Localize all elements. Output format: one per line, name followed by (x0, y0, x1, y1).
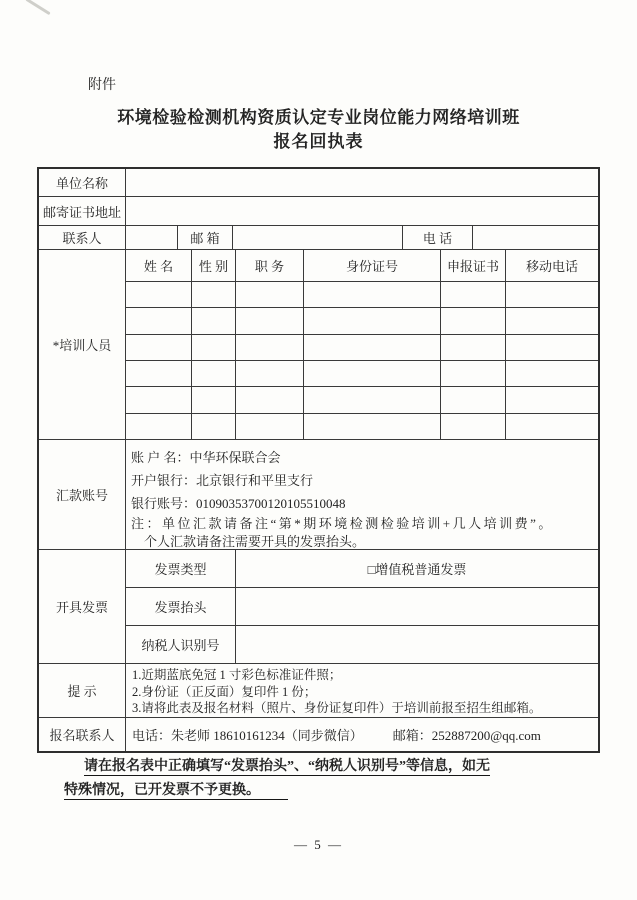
attachment-label: 附件 (88, 78, 116, 93)
trainee-empty-cell (235, 361, 303, 386)
trainee-empty-cell (303, 414, 440, 439)
trainee-col-id-number: 身份证号 (303, 250, 440, 281)
trainee-empty-cell (235, 387, 303, 412)
trainee-empty-cell (505, 282, 598, 307)
trainee-empty-row (126, 413, 598, 439)
unit-name-label: 单位名称 (55, 176, 108, 191)
invoice-type-row (126, 550, 598, 587)
trainee-empty-cell (235, 335, 303, 360)
registration-contact-email: 邮箱：252887200@qq.com (392, 728, 541, 743)
trainee-empty-cell (505, 387, 598, 412)
trainee-empty-cell (191, 282, 235, 307)
row-unit-name (39, 169, 598, 196)
trainee-empty-cell (303, 387, 440, 412)
trainee-col-certificate: 申报证书 (440, 250, 505, 281)
trainee-empty-cell (126, 335, 191, 360)
invoice-tax-id-value-cell (235, 626, 598, 663)
page-number: — 5 — (294, 837, 343, 852)
page-subtitle: 报名回执表 (273, 132, 364, 151)
trainee-empty-cell (191, 414, 235, 439)
invoice-tax-id-row (126, 625, 598, 663)
invoice-title-value-cell (235, 588, 598, 625)
trainee-empty-cell (505, 335, 598, 360)
footer-note-line-2: 特殊情况，已开发票不予更换。 (64, 779, 490, 803)
invoice-type-label: 发票类型 (154, 562, 207, 577)
trainee-col-gender: 性 别 (191, 250, 235, 281)
contact-email-cell (232, 226, 402, 249)
trainee-empty-cell (440, 414, 505, 439)
invoice-label: 开具发票 (55, 600, 108, 615)
row-registration-contact (39, 717, 598, 751)
registration-contact-details (125, 718, 598, 751)
row-remittance (39, 439, 598, 549)
remittance-label: 汇款账号 (55, 488, 108, 503)
trainee-empty-row (126, 281, 598, 307)
trainee-empty-cell (191, 335, 235, 360)
trainee-empty-cell (440, 282, 505, 307)
invoice-title-label: 发票抬头 (154, 600, 207, 615)
trainee-empty-cell (191, 308, 235, 333)
remittance-bank: 开户银行：北京银行和平里支行 (131, 473, 314, 488)
mailing-address-label: 邮寄证书地址 (42, 204, 121, 220)
footer-note (64, 755, 490, 802)
trainees-label: *培训人员 (52, 338, 112, 353)
trainee-empty-cell (303, 282, 440, 307)
contact-phone-label: 电 话 (402, 226, 472, 249)
trainee-empty-cell (505, 361, 598, 386)
row-invoice (39, 549, 598, 663)
tip-item-1: 1.近期蓝底免冠 1 寸彩色标准证件照； (132, 668, 342, 682)
trainee-empty-row (126, 360, 598, 386)
trainee-empty-cell (126, 414, 191, 439)
remittance-account-name: 账 户 名：中华环保联合会 (131, 450, 281, 465)
registration-contact-phone: 电话：朱老师 18610161234（同步微信） (132, 728, 363, 743)
trainee-empty-cell (303, 361, 440, 386)
row-contact (39, 225, 598, 249)
trainee-empty-cell (440, 335, 505, 360)
contact-label: 联系人 (62, 231, 102, 246)
footer-note-line-1: 请在报名表中正确填写“发票抬头”、“纳税人识别号”等信息，如无 (84, 759, 490, 774)
trainee-empty-row (126, 334, 598, 360)
remittance-details (125, 440, 598, 549)
registration-form-table (37, 167, 600, 753)
remittance-account-number: 银行账号：01090353700120105510048 (131, 496, 346, 511)
trainee-empty-cell (191, 361, 235, 386)
trainee-rows (125, 250, 598, 439)
row-tips (39, 663, 598, 717)
contact-phone-cell (472, 226, 598, 249)
contact-email-label: 邮 箱 (177, 226, 232, 249)
invoice-block (125, 550, 598, 663)
invoice-title-row (126, 587, 598, 625)
tips-list (125, 664, 598, 717)
trainee-empty-cell (126, 282, 191, 307)
invoice-type-value: □增值税普通发票 (235, 550, 598, 587)
contact-name-cell (125, 226, 177, 249)
trainee-empty-cell (440, 387, 505, 412)
trainee-empty-cell (505, 414, 598, 439)
trainee-col-name: 姓 名 (143, 259, 174, 274)
trainee-col-mobile: 移动电话 (505, 250, 598, 281)
trainee-col-position: 职 务 (235, 250, 303, 281)
trainee-empty-row (126, 386, 598, 412)
trainee-empty-cell (505, 308, 598, 333)
trainee-empty-cell (191, 387, 235, 412)
trainee-empty-cell (126, 361, 191, 386)
registration-contact-label: 报名联系人 (49, 728, 115, 743)
trainee-empty-cell (235, 308, 303, 333)
trainee-header-row (126, 250, 598, 281)
trainee-empty-cell (440, 361, 505, 386)
remittance-note-1: 注：单位汇款请备注“第*期环境检测检验培训+几人培训费”。 (131, 516, 554, 531)
mailing-address-value-cell (125, 197, 598, 225)
invoice-tax-id-label: 纳税人识别号 (141, 638, 220, 653)
row-mailing-address (39, 196, 598, 225)
trainee-empty-cell (126, 308, 191, 333)
remittance-note-2: 个人汇款请备注需要开具的发票抬头。 (144, 534, 366, 549)
unit-name-value-cell (125, 169, 598, 196)
trainee-empty-cell (440, 308, 505, 333)
trainee-empty-row (126, 307, 598, 333)
trainee-empty-cell (303, 308, 440, 333)
row-trainees (39, 249, 598, 439)
tip-item-3: 3.请将此表及报名材料（照片、身份证复印件）于培训前报至招生组邮箱。 (132, 701, 542, 715)
trainee-empty-cell (126, 387, 191, 412)
page-title: 环境检验检测机构资质认定专业岗位能力网络培训班 (117, 108, 520, 127)
scan-artifact (25, 0, 50, 15)
tip-item-2: 2.身份证（正反面）复印件 1 份； (132, 684, 317, 699)
trainee-empty-cell (303, 335, 440, 360)
trainee-empty-cell (235, 414, 303, 439)
trainee-empty-cell (235, 282, 303, 307)
tips-label: 提 示 (67, 684, 97, 699)
